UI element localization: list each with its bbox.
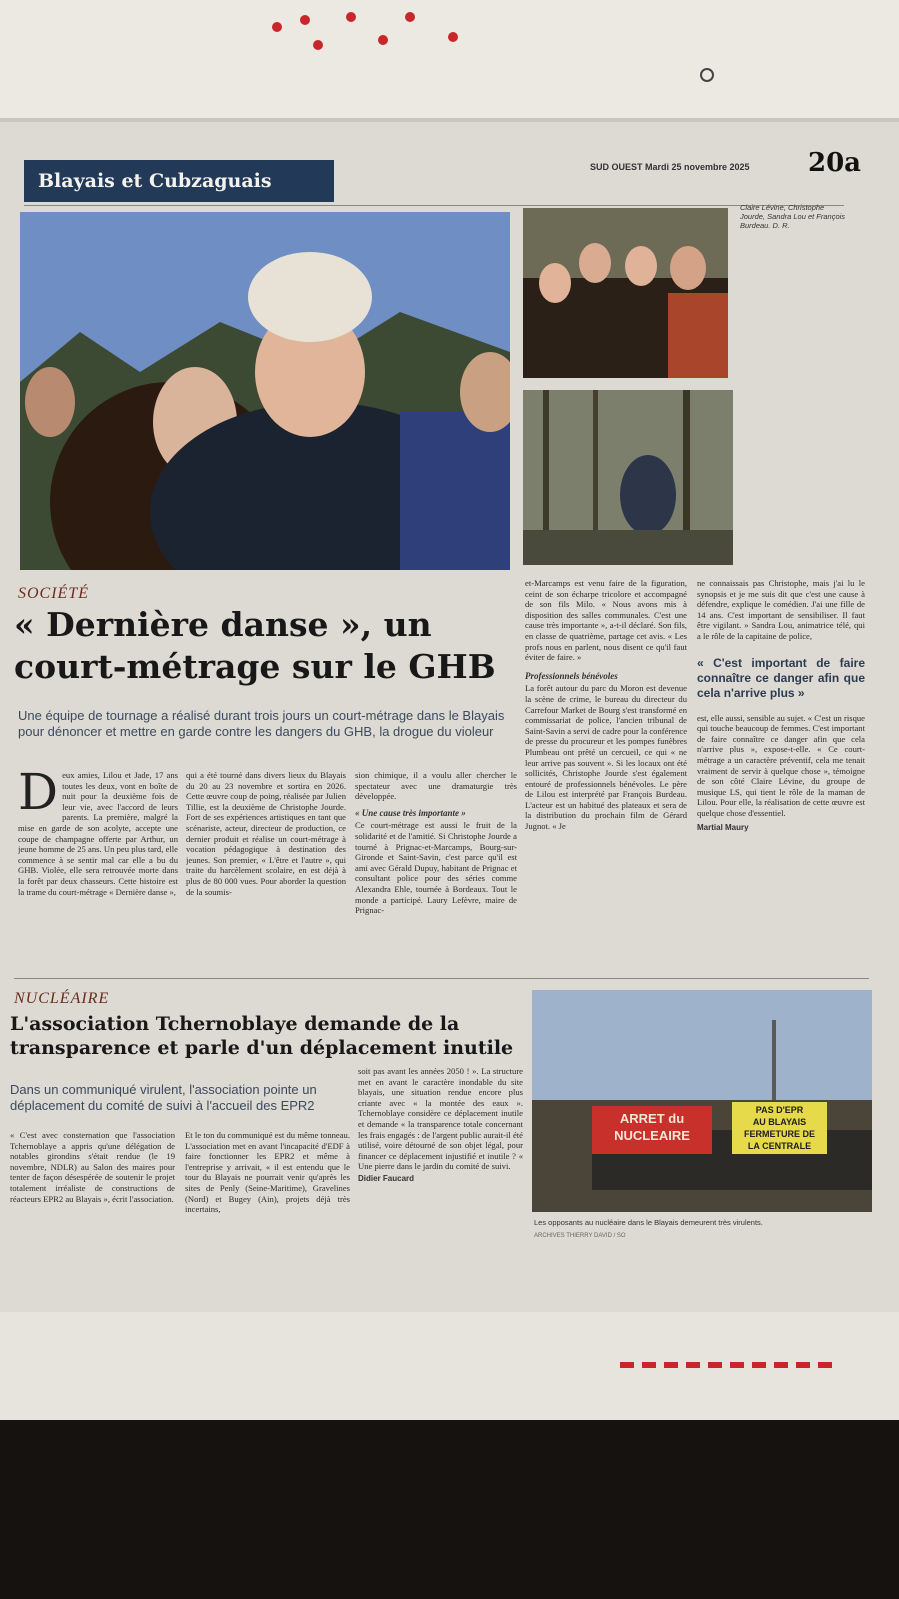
red-dashes	[620, 1362, 840, 1368]
masthead-date: SUD OUEST Mardi 25 novembre 2025	[590, 162, 750, 172]
article2-col3-text: soit pas avant les années 2050 ! ». La structure met en avant le caractère inondable du site blayais, une situation rendue encore plus criante avec « la montée des eaux ». Tchernoblaye considère ce déplacement inutile et demande « la transparence totale concernant les frais engagés : de l'argent public aurait-il été utilisé, voire détourné de son objet légal, pour financer ce déplacement injustifié et inutile ? « Une pierre dans le jardin du comité de suivi.	[358, 1066, 523, 1172]
protest-photo-illustration	[532, 990, 872, 1212]
dropcap: D	[18, 770, 59, 821]
article2-title-line1: L'association Tchernoblaye demande de la	[10, 1013, 460, 1035]
banner-right-line3: FERMETURE DE	[743, 1129, 815, 1139]
article1-col1-text: eux amies, Lilou et Jade, 17 ans toutes les deux, vont en boîte de nuit pour la deuxième fois de leur vie, avec l'accord de leurs parents. La première, malgré la mise en garde de son acolyte, accepte une coupe de champagne offerte par Arthur, un jeune homme de 25 ans. Un peu plus tard, elle commence à se sentir mal car elle a bu du GHB. Violée, elle sera retrouvée morte dans la forêt par deux chasseurs. Cette histoire est la trame du court-métrage « Dernière danse »,	[18, 770, 178, 897]
article1-kicker: SOCIÉTÉ	[18, 585, 89, 602]
banner-right-line4: LA CENTRALE	[747, 1141, 812, 1151]
article1-col5-a: ne connaissais pas Christophe, mais j'ai lu le synopsis et je me suis dit que c'est une cause à défendre, explique le comédien. J'ai une fille de 14 ans. C'est important de sensibiliser. Il faut être vigilant. » Sandra Lou, animatrice télé, qui a le rôle de la capitaine de police,	[697, 578, 865, 641]
article1-col3-a: sion chimique, il a voulu aller chercher le spectateur avec une dramaturgie très développée.	[355, 770, 517, 802]
selfie-photo-illustration	[20, 212, 510, 570]
main-photo	[20, 212, 510, 570]
article1-subhead2: Professionnels bénévoles	[525, 670, 618, 681]
article-divider	[14, 978, 869, 979]
article1-title-line1: « Dernière danse », un	[14, 605, 432, 644]
article1-pullquote: « C'est important de faire connaître ce danger afin que cela n'arrive plus »	[697, 655, 865, 700]
hole-mark	[700, 68, 714, 82]
article1-col2: qui a été tourné dans divers lieux du Blayais du 20 au 23 novembre et sortira en 2026. Cette œuvre coup de poing, réalisée par Julien Tillie, est la deuxième de Christophe Jourde. Fort de ses expériences artistiques en tant que scénariste, acteur, directeur de production, ce dernier produit et réalise un court-métrage à vocation pédagogique à destination des jeunes. Son premier, « L'être et l'autre », qui traite du harcèlement scolaire, en est déjà à plus de 80 000 vues. Pour aborder la question de la soumis-	[186, 770, 346, 897]
protest-photo-caption: Les opposants au nucléaire dans le Blayais demeurent très virulents.	[534, 1218, 763, 1227]
article1-subhead1: « Une cause très importante »	[355, 807, 466, 818]
section-banner: Blayais et Cubzaguais	[24, 160, 334, 202]
article1-col4	[525, 578, 687, 966]
red-dot	[300, 15, 310, 25]
page-number: 20a	[808, 148, 862, 178]
next-page-strip	[0, 1312, 899, 1420]
red-dot	[405, 12, 415, 22]
protest-banner-right	[732, 1104, 827, 1152]
article1-signature: Martial Maury	[697, 822, 749, 832]
previous-page-strip	[0, 0, 899, 118]
article2-col1: « C'est avec consternation que l'association Tchernoblaye a appris qu'une délégation de notables girondins s'était rendue (le 19 novembre, NDLR) au Salon des maires pour tenter de façon désespérée de soutenir le projet totalement irréaliste de constructions de réacteurs EPR2 au Blayais », écrit l'association.	[10, 1130, 175, 1204]
article1-title	[14, 604, 514, 688]
team-photo	[523, 208, 728, 378]
article2-signature: Didier Faucard	[358, 1173, 415, 1183]
team-photo-illustration	[523, 208, 728, 378]
article1-col5	[697, 578, 865, 966]
article1-col3-b: Ce court-métrage est aussi le fruit de la solidarité et de l'amitié. Si Christophe Jourde a tourné à Prignac-et-Marcamps, Bourg-sur-Gironde et Saint-Savin, c'est parce qu'il est ami avec Gérald Dupuy, habitant de Prignac et consultant police pour des séries comme Alexandra Ehle, tournée à Bordeaux. Tout le monde a participé. Laury Lefèvre, maire de Prignac-	[355, 820, 517, 916]
banner-left-line1: ARRET du	[619, 1111, 685, 1126]
forest-photo-illustration	[523, 390, 733, 565]
forest-photo	[523, 390, 733, 565]
article1-col4-b: La forêt autour du parc du Moron est devenue la scène de crime, le bureau du directeur du Carrefour Market de Bourg s'est transformé en commissariat de police, l'ancien tribunal de Saint-Savin a servi de cadre pour la conférence de presse du procureur et les pompes funèbres Plumbeau ont prêté un cercueil, ce qui « ne leur arrive pas souvent ». Si les locaux ont été sollicités, Christophe Jourde s'est également entouré de professionnels bénévoles. Le père de Lilou est interprété par François Burdeau. L'acteur est un habitué des plateaux et sera de la distribution du prochain film de Gérard Jugnot. « Je	[525, 683, 687, 832]
red-dot	[272, 22, 282, 32]
red-dot	[346, 12, 356, 22]
team-photo-caption: Claire Lévine, Christophe Jourde, Sandra Lou et François Burdeau. D. R.	[740, 203, 846, 230]
article2-title	[10, 1012, 525, 1060]
article2-chapo: Dans un communiqué virulent, l'association pointe un déplacement du comité de suivi à l'accueil des EPR2	[10, 1082, 317, 1113]
article1-col4-a: et-Marcamps est venu faire de la figuration, ceint de son écharpe tricolore et accompagné de son fils Milo. « Nous avons mis à disposition des salles communales. C'est une cause très importante », a-t-il déclaré. Son fils, en classe de quatrième, partage cet avis. « Les profs nous en parlent, nous disent ce qu'il faut éviter de faire. »	[525, 578, 687, 663]
article1-chapo: Une équipe de tournage a réalisé durant trois jours un court-métrage dans le Blayais pour dénoncer et mettre en garde contre les dangers du GHB, la drogue du violeur	[18, 708, 505, 739]
article1-col1	[18, 770, 178, 966]
article1-col3	[355, 770, 517, 966]
article1-title-line2: court-métrage sur le GHB	[14, 647, 496, 686]
protest-photo-credit: ARCHIVES THIERRY DAVID / SO	[534, 1233, 626, 1239]
red-dot	[448, 32, 458, 42]
article1-col5-b: est, elle aussi, sensible au sujet. « C'est un risque qui touche beaucoup de femmes. C'est important de faire connaître ce danger afin que cela n'arrive plus », expose-t-elle. « Ce court-métrage a un caractère préventif, cela me tenait vraiment de servir à quelque chose », témoigne de son côté Claire Lévine, du groupe de musique LS, qui tient le rôle de la maman de Lilou. Pour elle, la réalisation de cette œuvre est quelque chose d'essentiel.	[697, 712, 865, 818]
article2-kicker: NUCLÉAIRE	[14, 990, 110, 1007]
article2-col3	[358, 1066, 523, 1250]
protest-banner-left	[592, 1110, 712, 1144]
article2-col2: Et le ton du communiqué est du même tonneau. L'association met en avant l'incapacité d'EDF à faire fonctionner les EPR2 et même à l'entreprise y arrivait, « il est entendu que le tour du Blayais ne pourrait venir qu'après les sites de Penly (Seine-Maritime), Gravelines (Nord) et Bugey (Ain), projets déjà très incertains,	[185, 1130, 350, 1215]
protest-photo	[532, 990, 872, 1212]
header-rule	[24, 205, 844, 206]
banner-right-line2: AU BLAYAIS	[752, 1117, 807, 1127]
banner-right-line1: PAS D'EPR	[755, 1105, 804, 1115]
red-dot	[313, 40, 323, 50]
table-background	[0, 1420, 899, 1599]
banner-left-line2: NUCLEAIRE	[614, 1128, 690, 1143]
red-dot	[378, 35, 388, 45]
article2-title-line2: transparence et parle d'un déplacement inutile	[10, 1037, 514, 1059]
